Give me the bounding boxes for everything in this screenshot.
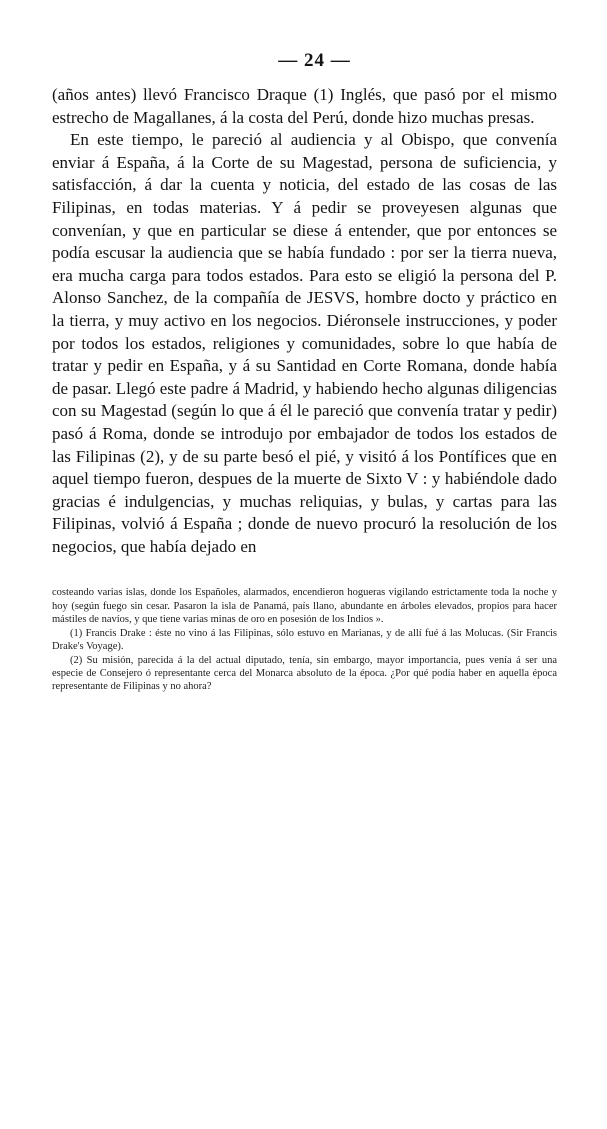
page-number: — 24 —: [278, 50, 351, 71]
book-page: [52, 50, 557, 694]
main-text: [52, 84, 557, 558]
footnotes: [52, 586, 557, 693]
body-paragraph: (años antes) llevó Francisco Draque (1) Inglés, que pasó por el mismo estrecho de Magallanes, á la costa del Perú, donde hizo muchas presas.: [52, 85, 557, 127]
footnote: (2) Su misión, parecida á la del actual diputado, tenía, sin embargo, mayor importancia, pues venía á ser una especie de Consejero ó representante cerca del Monarca absoluto de la época. ¿Por qué podía haber en aquella época representante de Filipinas y no ahora?: [52, 654, 557, 693]
footnote-continuation: costeando varias islas, donde los Españoles, alarmados, encendieron hogueras vigilando estrictamente toda la noche y hoy (según fuego sin cesar. Pasaron la isla de Panamá, país llano, abundante en árboles elevados, propios para hacer mástiles de navíos, y que tiene varias minas de oro en posesión de los Indios ».: [52, 587, 557, 626]
body-paragraph: En este tiempo, le pareció al audiencia y al Obispo, que convenía enviar á España, á la Corte de su Magestad, persona de suficiencia, y satisfacción, á dar la cuenta y noticia, del estado de las cosas de las Filipinas, en todas materias. Y á pedir se proveyesen algunas que convenían, y que en particular se diese á entender, que por entonces se podía escusar la audiencia que se había fundado : por ser la tierra nueva, era mucha carga para todos estados. Para esto se eligió la persona del P. Alonso Sanchez, de la compañía de JESVS, hombre docto y práctico en la tierra, y muy activo en los negocios. Diéronsele instrucciones, y poder por todos los estados, religiones y comunidades, sobre lo que había de tratar y pedir en España, y á su Santidad en Corte Romana, donde había de pasar. Llegó este padre á Madrid, y habiendo hecho algunas diligencias con su Magestad (según lo que á él le pareció que convenía tratar y pedir) pasó á Roma, donde se introdujo por embajador de todos los estados de las Filipinas (2), y de su parte besó el pié, y visitó á los Pontífices que en aquel tiempo fueron, despues de la muerte de Sixto V : y habiéndole dado gracias é indulgencias, y muchas reliquias, y bulas, y cartas para las Filipinas, volvió á España ; donde de nuevo procuró la resolución de los negocios, que había dejado en: [52, 130, 557, 556]
footnote: (1) Francis Drake : éste no vino á las Filipinas, sólo estuvo en Marianas, y de allí fué á las Molucas. (Sir Francis Drake's Voyage).: [52, 627, 557, 653]
